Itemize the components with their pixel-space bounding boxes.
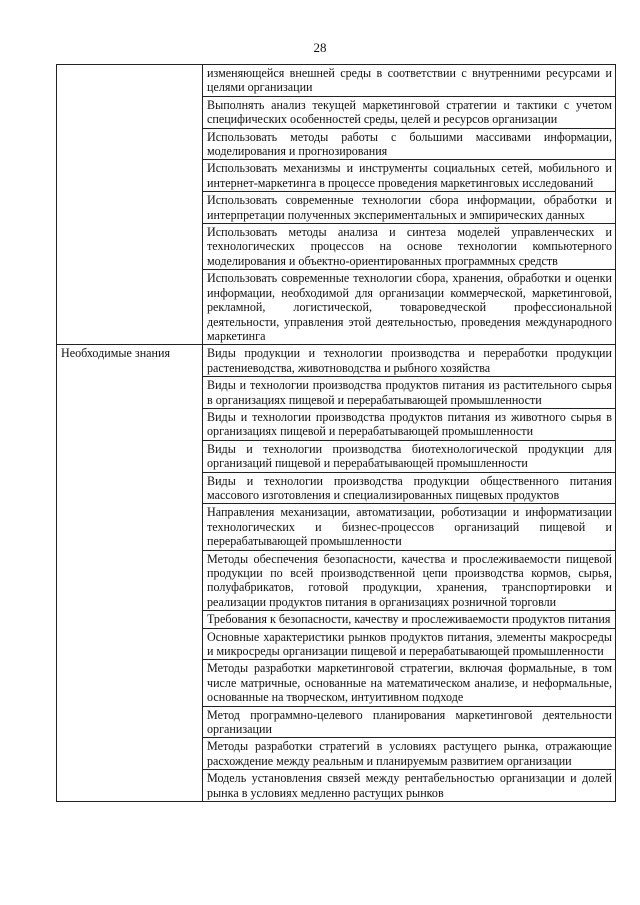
requirement-item: Использовать методы работы с большими массивами информации, моделирования и прогнозирования bbox=[203, 128, 616, 160]
section-label bbox=[57, 65, 203, 345]
requirement-item: Методы разработки маркетинговой стратегии, включая формальные, в том числе матричные, основанные на математическом анализе, и неформальные, основанные на творческом, интуитивном подходе bbox=[203, 660, 616, 706]
requirement-item: Виды и технологии производства продуктов питания из растительного сырья в организациях пищевой и перерабатывающей промышленности bbox=[203, 377, 616, 409]
table-body bbox=[57, 65, 616, 802]
competency-table bbox=[56, 64, 616, 802]
requirement-item: Метод программно-целевого планирования маркетинговой деятельности организации bbox=[203, 706, 616, 738]
page-number: 28 bbox=[313, 40, 327, 55]
requirement-item: Использовать механизмы и инструменты социальных сетей, мобильного и интернет-маркетинга в процессе проведения маркетинговых исследований bbox=[203, 160, 616, 192]
requirement-item: Использовать современные технологии сбора информации, обработки и интерпретации полученных экспериментальных и эмпирических данных bbox=[203, 192, 616, 224]
section-label: Необходимые знания bbox=[57, 345, 203, 802]
requirement-item: Направления механизации, автоматизации, роботизации и информатизации технологических и бизнес-процессов организаций пищевой и перерабатывающей промышленности bbox=[203, 504, 616, 550]
requirement-item: Модель установления связей между рентабельностью организации и долей рынка в условиях медленно растущих рынков bbox=[203, 770, 616, 802]
requirement-item: Виды продукции и технологии производства и переработки продукции растениеводства, животноводства и рыбного хозяйства bbox=[203, 345, 616, 377]
requirement-item: Использовать современные технологии сбора, хранения, обработки и оценки информации, необходимой для организации коммерческой, маркетинговой, рекламной, логистической, товароведческой профессиональной деятельности, управления этой деятельностью, проведения международного маркетинга bbox=[203, 270, 616, 345]
requirement-item: изменяющейся внешней среды в соответствии с внутренними ресурсами и целями организации bbox=[203, 65, 616, 97]
requirement-item: Методы обеспечения безопасности, качества и прослеживаемости пищевой продукции по всей производственной цепи производства кормов, сырья, полуфабрикатов, готовой продукции, хранения, транспортировки и реализации продуктов питания в организациях розничной торговли bbox=[203, 550, 616, 611]
requirement-item: Виды и технологии производства продуктов питания из животного сырья в организациях пищевой и перерабатывающей промышленности bbox=[203, 408, 616, 440]
requirement-item: Основные характеристики рынков продуктов питания, элементы макросреды и микросреды организации пищевой и перерабатывающей промышленности bbox=[203, 628, 616, 660]
requirement-item: Выполнять анализ текущей маркетинговой стратегии и тактики с учетом специфических особенностей среды, целей и ресурсов организации bbox=[203, 96, 616, 128]
table-row bbox=[57, 65, 616, 97]
requirement-item: Использовать методы анализа и синтеза моделей управленческих и технологических процессов на основе технологии компьютерного моделирования и объектно-ориентированных программных средств bbox=[203, 224, 616, 270]
table-row bbox=[57, 345, 616, 377]
requirement-item: Виды и технологии производства продукции общественного питания массового изготовления и специализированных пищевых продуктов bbox=[203, 472, 616, 504]
requirement-item: Методы разработки стратегий в условиях растущего рынка, отражающие расхождение между реальным и планируемым развитием организации bbox=[203, 738, 616, 770]
requirement-item: Виды и технологии производства биотехнологической продукции для организаций пищевой и перерабатывающей промышленности bbox=[203, 440, 616, 472]
requirement-item: Требования к безопасности, качеству и прослеживаемости продуктов питания bbox=[203, 611, 616, 628]
